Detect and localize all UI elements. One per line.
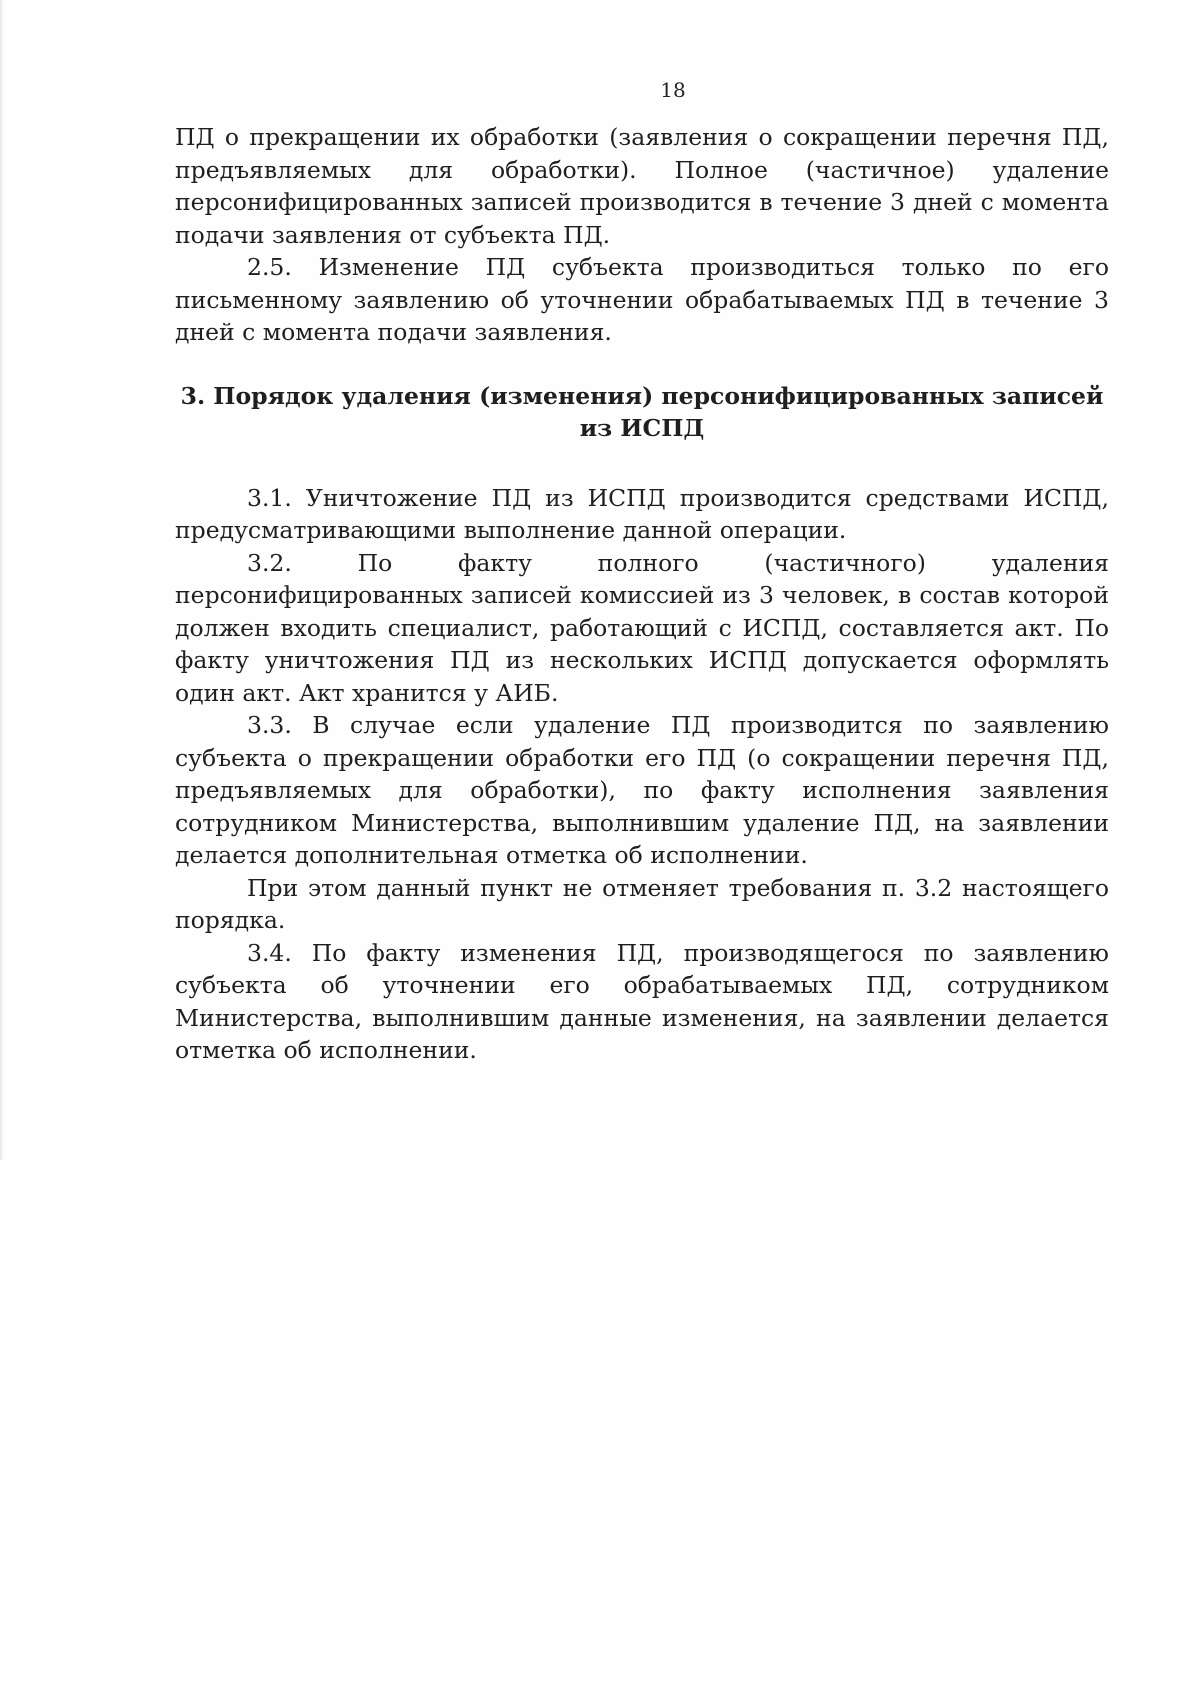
page-number: 18 [660,78,686,102]
paragraph-3-1: 3.1. Уничтожение ПД из ИСПД производится средствами ИСПД, предусматривающими выполнение данной операции. [175,483,1109,544]
paragraph-3-3-note: При этом данный пункт не отменяет требования п. 3.2 настоящего порядка. [175,873,1109,934]
document-body [175,121,1109,1067]
paragraph-2-4-continuation: ПД о прекращении их обработки (заявления о сокращении перечня ПД, предъявляемых для обработки). Полное (частичное) удаление персонифицированных записей производится в течение 3 дней с момента подачи заявления от субъекта ПД. [175,123,1109,249]
scan-edge-shadow [0,0,5,1160]
paragraph-3-2: 3.2. По факту полного (частичного) удаления персонифицированных записей комиссией из 3 человек, в состав которой должен входить специалист, работающий с ИСПД, составляется акт. По факту уничтожения ПД из нескольких ИСПД допускается оформлять один акт. Акт хранится у АИБ. [175,548,1109,707]
section-heading-3: 3. Порядок удаления (изменения) персонифицированных записей из ИСПД [180,381,1104,442]
paragraph-3-3: 3.3. В случае если удаление ПД производится по заявлению субъекта о прекращении обработки его ПД (о сокращении перечня ПД, предъявляемых для обработки), по факту исполнения заявления сотрудником Министерства, выполнившим удаление ПД, на заявлении делается дополнительная отметка об исполнении. [175,711,1109,869]
paragraph-2-5: 2.5. Изменение ПД субъекта производиться только по его письменному заявлению об уточнении обрабатываемых ПД в течение 3 дней с момента подачи заявления. [175,253,1109,346]
paragraph-3-4: 3.4. По факту изменения ПД, производящегося по заявлению субъекта об уточнении его обрабатываемых ПД, сотрудником Министерства, выполнившим данные изменения, на заявлении делается отметка об исполнении. [175,938,1109,1064]
